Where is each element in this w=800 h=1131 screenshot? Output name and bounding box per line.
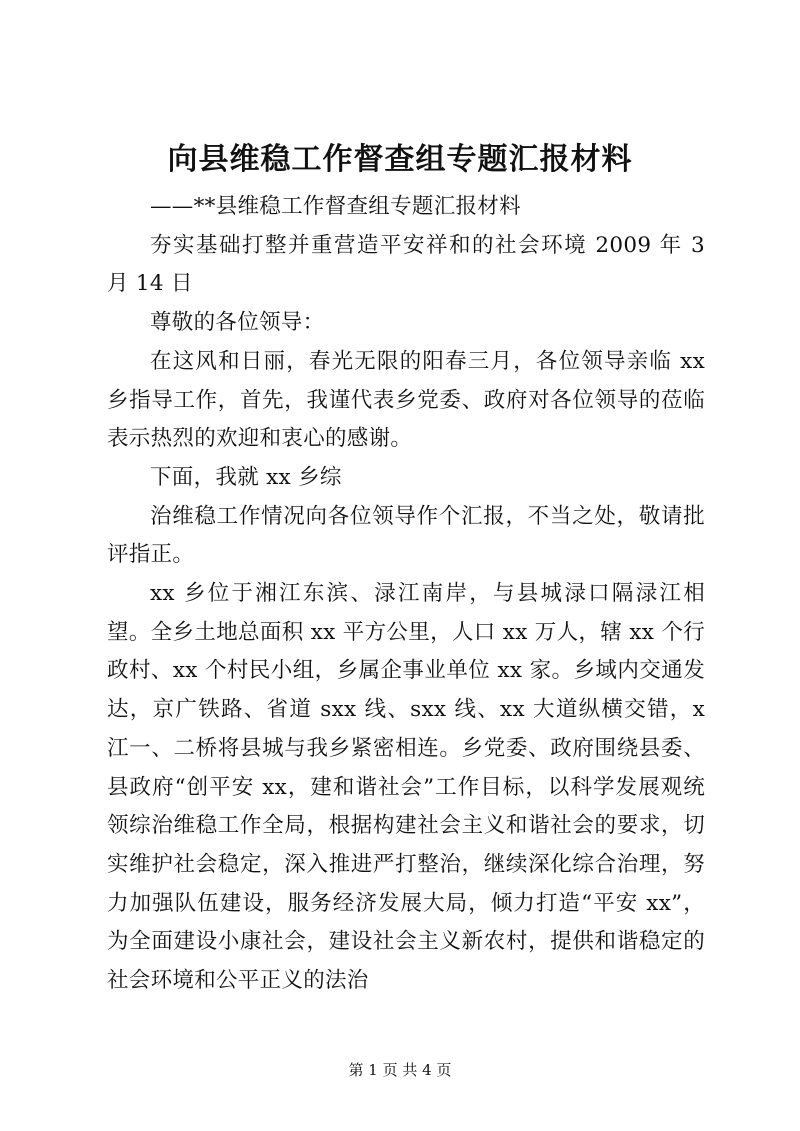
document-title: 向县维稳工作督查组专题汇报材料 [167,142,633,177]
subtitle-paragraph: ——**县维稳工作督查组专题汇报材料 [150,194,521,219]
report-paragraph: 治维稳工作情况向各位领导作个汇报，不当之处，敬请批评指正。 [107,503,705,568]
theme-date-paragraph: 夯实基础打整并重营造平安祥和的社会环境 2009 年 3 月 14 日 [107,232,705,297]
document-body [107,188,705,1001]
intro-paragraph: 下面，我就 xx 乡综 [150,464,342,490]
welcome-paragraph: 在这风和日丽，春光无限的阳春三月，各位领导亲临 xx 乡指导工作，首先，我谨代表乡党委、政府对各位领导的莅临表示热烈的欢迎和衷心的感谢。 [107,348,705,452]
page-number-footer: 第 1 页 共 4 页 [348,1061,452,1079]
overview-paragraph: xx 乡位于湘江东滨、渌江南岸，与县城渌口隔渌江相望。全乡土地总面积 xx 平方公里，人口 xx 万人，辖 xx 个行政村、xx 个村民小组，乡属企事业单位 xx 家。乡域内交通发达，京广铁路、省道 sxx 线、sxx 线、xx 大道纵横交错，x 江一、二桥将县城与我乡紧密相连。乡党委、政府围绕县委、县政府“创平安 xx，建和谐社会”工作目标，以科学发展观统领综治维稳工作全局，根据构建社会主义和谐社会的要求，切实维护社会稳定，深入推进严打整治，继续深化综合治理，努力加强队伍建设，服务经济发展大局，倾力打造“平安 xx”，为全面建设小康社会，建设社会主义新农村，提供和谐稳定的社会环境和公平正义的法治 [107,581,705,994]
salutation-paragraph: 尊敬的各位领导： [150,310,325,336]
